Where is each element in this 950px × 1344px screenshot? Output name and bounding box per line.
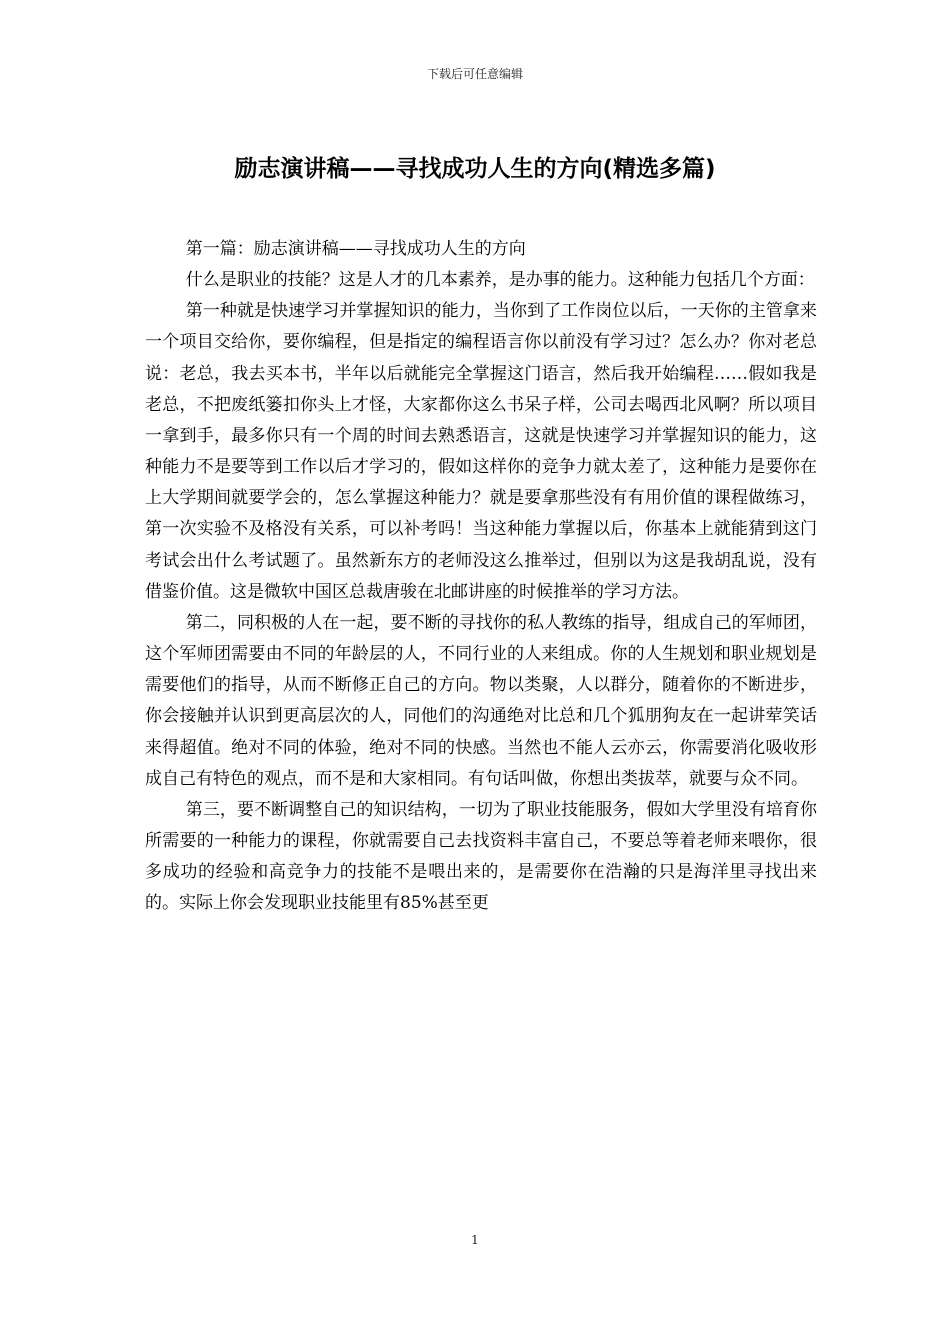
document-body [145,234,817,919]
section-heading: 第一篇：励志演讲稿——寻找成功人生的方向 [185,239,526,259]
paragraph: 第三，要不断调整自己的知识结构，一切为了职业技能服务，假如大学里没有培育你所需要的一种能力的课程，你就需要自己去找资料丰富自己，不要总等着老师来喂你，很多成功的经验和高竞争力的技能不是喂出来的，是需要你在浩瀚的只是海洋里寻找出来的。实际上你会发现职业技能里有85%甚至更 [145,799,817,914]
paragraph: 什么是职业的技能？这是人才的几本素养，是办事的能力。这种能力包括几个方面： [185,270,815,291]
paragraph: 第二，同积极的人在一起，要不断的寻找你的私人教练的指导，组成自己的军师团，这个军师团需要由不同的年龄层的人，不同行业的人来组成。你的人生规划和职业规划是需要他们的指导，从而不断修正自己的方向。物以类聚，人以群分，随着你的不断进步，你会接触并认识到更高层次的人，同他们的沟通绝对比总和几个狐朋狗友在一起讲荤笑话来得超值。绝对不同的体验，绝对不同的快感。当然也不能人云亦云，你需要消化吸收形成自己有特色的观点，而不是和大家相同。有句话叫做，你想出类拔萃，就要与众不同。 [145,612,817,789]
paragraph: 第一种就是快速学习并掌握知识的能力，当你到了工作岗位以后，一天你的主管拿来一个项目交给你，要你编程，但是指定的编程语言你以前没有学习过？怎么办？你对老总说：老总，我去买本书，半年以后就能完全掌握这门语言，然后我开始编程……假如我是老总，不把废纸篓扣你头上才怪，大家都你这么书呆子样，公司去喝西北风啊？所以项目一拿到手，最多你只有一个周的时间去熟悉语言，这就是快速学习并掌握知识的能力，这种能力不是要等到工作以后才学习的，假如这样你的竞争力就太差了，这种能力是要你在上大学期间就要学会的，怎么掌握这种能力？就是要拿那些没有有用价值的课程做练习，第一次实验不及格没有关系，可以补考吗！当这种能力掌握以后，你基本上就能猜到这门考试会出什么考试题了。虽然新东方的老师没这么推举过，但别以为这是我胡乱说，没有借鉴价值。这是微软中国区总裁唐骏在北邮讲座的时候推举的学习方法。 [145,301,817,602]
page-header: 下载后可任意编辑 [426,67,523,81]
page-number: 1 [471,1233,479,1247]
document-title: 励志演讲稿——寻找成功人生的方向(精选多篇) [234,156,716,182]
